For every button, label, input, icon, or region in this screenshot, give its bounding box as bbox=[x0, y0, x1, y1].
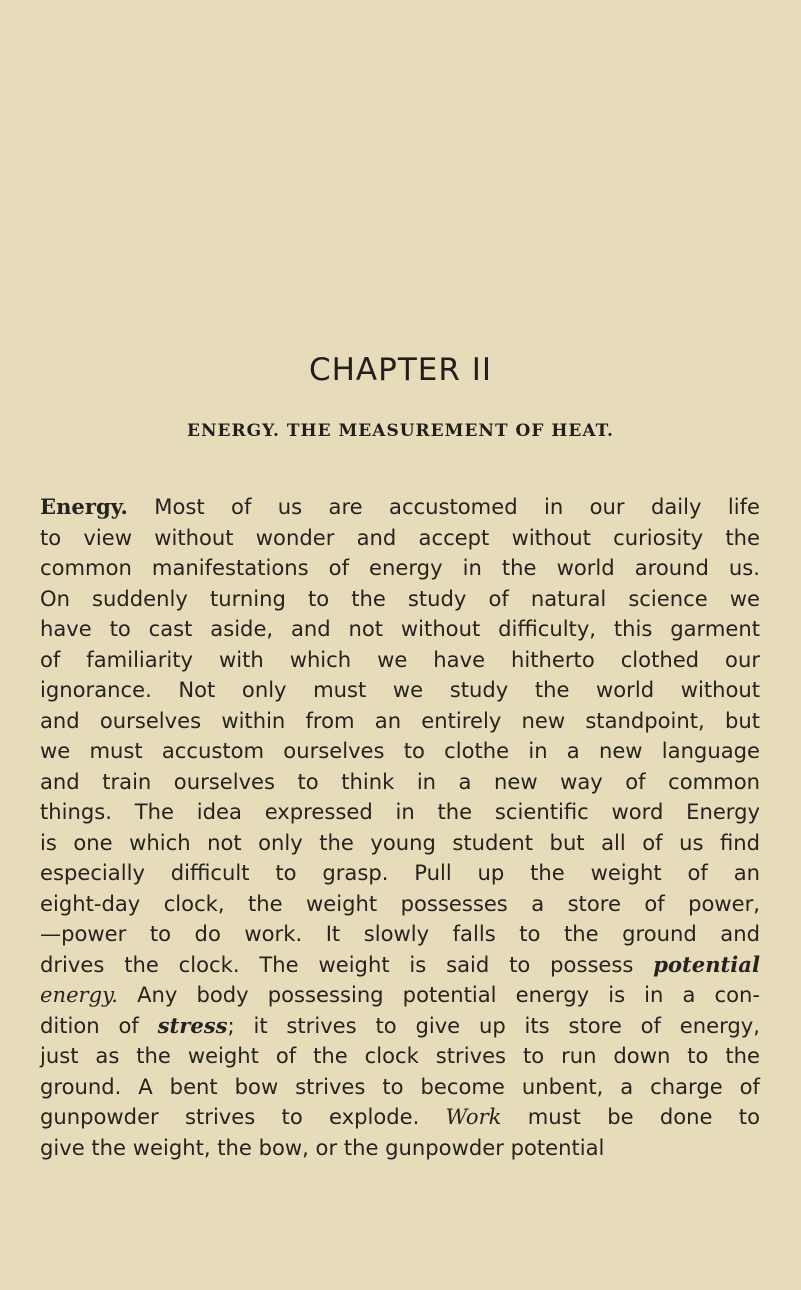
text-segment: drives the clock. The weight is said to possess bbox=[40, 951, 654, 977]
chapter-title: CHAPTER II bbox=[308, 352, 493, 388]
text-line: eight-day clock, the weight possesses a store of power, bbox=[40, 890, 760, 916]
italic-term: stress bbox=[157, 1012, 228, 1038]
text-line: of familiarity with which we have hitherto clothed our bbox=[40, 646, 760, 672]
text-segment: ; it strives to give up its store of energy, bbox=[227, 1012, 760, 1038]
text-line: is one which not only the young student but all of us find bbox=[40, 829, 760, 855]
text-line: and train ourselves to think in a new way of common bbox=[40, 768, 760, 794]
text-line: we must accustom ourselves to clothe in a new language bbox=[40, 738, 760, 763]
text-segment: Any body possessing potential energy is in a con- bbox=[117, 982, 760, 1007]
text-line bbox=[40, 950, 760, 981]
italic-term: Work bbox=[445, 1104, 502, 1129]
italic-term: potential bbox=[653, 951, 760, 977]
text-line: just as the weight of the clock strives to run down to the bbox=[40, 1043, 760, 1068]
text-line: give the weight, the bow, or the gunpowder potential bbox=[40, 1134, 605, 1160]
text-segment: Most of us are accustomed in our daily life bbox=[127, 494, 760, 519]
text-line: ground. A bent bow strives to become unbent, a charge of bbox=[40, 1073, 760, 1099]
text-segment: dition of bbox=[40, 1012, 158, 1038]
text-line: things. The idea expressed in the scientific word Energy bbox=[40, 799, 760, 824]
text-line: to view without wonder and accept without curiosity the bbox=[40, 524, 760, 550]
text-line bbox=[40, 1102, 760, 1133]
italic-term: energy. bbox=[40, 982, 118, 1007]
text-line bbox=[40, 1011, 760, 1042]
text-line bbox=[40, 980, 760, 1011]
text-line: On suddenly turning to the study of natural science we bbox=[40, 585, 760, 611]
text-segment: gunpowder strives to explode. bbox=[40, 1104, 446, 1129]
text-line: common manifestations of energy in the world around us. bbox=[40, 555, 760, 580]
text-line: have to cast aside, and not without difficulty, this garment bbox=[40, 616, 760, 641]
body-paragraph bbox=[40, 492, 760, 1163]
text-line: and ourselves within from an entirely new standpoint, but bbox=[40, 707, 760, 733]
text-line: ignorance. Not only must we study the world without bbox=[40, 677, 760, 702]
text-segment: must be done to bbox=[501, 1104, 760, 1129]
text-line bbox=[40, 492, 760, 523]
text-line: —power to do work. It slowly falls to the ground and bbox=[40, 921, 760, 946]
text-line: especially difficult to grasp. Pull up the weight of an bbox=[40, 860, 760, 885]
chapter-subtitle: ENERGY. THE MEASUREMENT OF HEAT. bbox=[187, 421, 614, 441]
lead-term: Energy. bbox=[40, 494, 128, 519]
